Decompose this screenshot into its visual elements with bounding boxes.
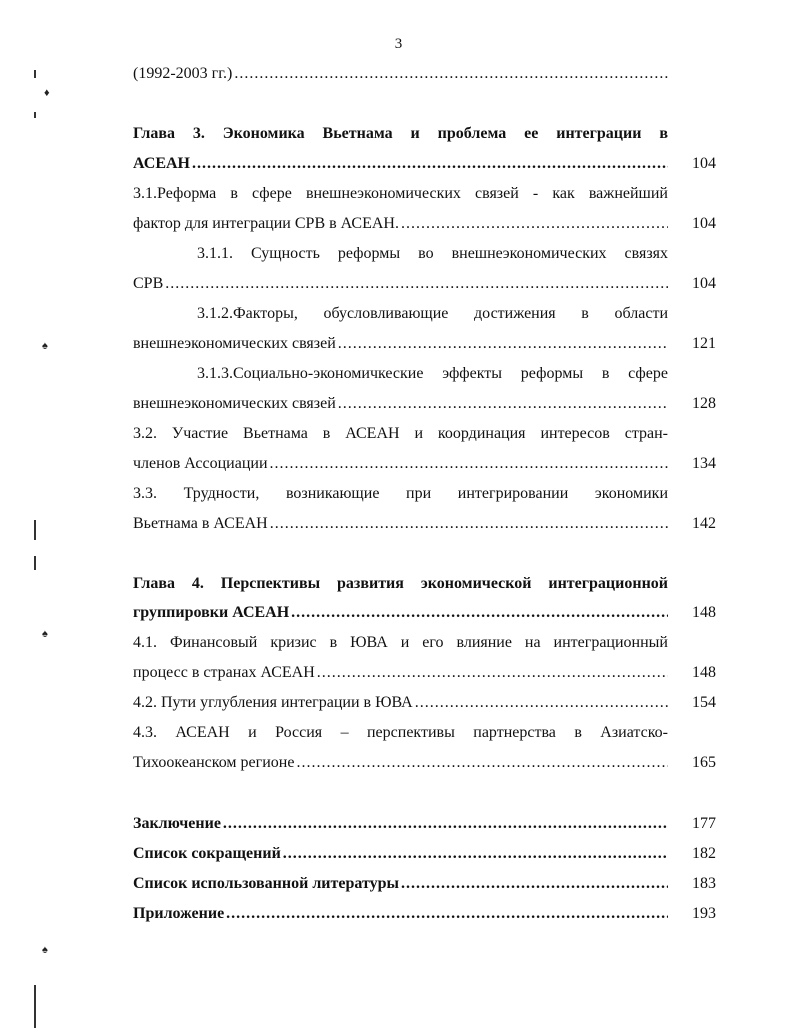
dot-leader (401, 872, 668, 896)
page-ref: 193 (692, 905, 716, 922)
toc-entry-text: группировки АСЕАН (133, 604, 290, 621)
dot-leader (415, 691, 668, 715)
toc-entry-continuation (133, 62, 668, 86)
page-ref: 142 (692, 515, 716, 532)
scan-speck: ♠ (42, 340, 48, 352)
page-ref: 148 (692, 664, 716, 681)
chapter-4-title: Глава 4. Перспективы развития экономической интеграционной (133, 575, 668, 592)
toc-entry-4-3-cont (133, 751, 668, 775)
toc-entry-abbreviations (133, 842, 668, 866)
page-ref: 104 (692, 155, 716, 172)
dot-leader (270, 452, 668, 476)
toc-entry-text: АСЕАН (133, 155, 190, 172)
toc-entry-3-1-2-cont (133, 332, 668, 356)
toc-entry-3-1-cont (133, 212, 668, 236)
toc-entry-4-3: 4.3. АСЕАН и Россия – перспективы партнерства в Азиатско- (133, 724, 668, 741)
toc-entry-3-2: 3.2. Участие Вьетнама в АСЕАН и координация интересов стран- (133, 425, 668, 442)
page-ref: 183 (692, 875, 716, 892)
toc-entry-3-1-3-cont (133, 392, 668, 416)
toc-entry-text: внешнеэкономических связей (133, 335, 336, 352)
dot-leader (234, 62, 668, 86)
dot-leader (401, 212, 668, 236)
scan-edge-mark (34, 985, 36, 1028)
toc-entry-text: Тихоокеанском регионе (133, 754, 295, 771)
scan-edge-mark (34, 70, 36, 78)
toc-entry-text: Вьетнама в АСЕАН (133, 515, 268, 532)
dot-leader (296, 751, 668, 775)
toc-entry-4-1-cont (133, 661, 668, 685)
toc-entry-4-2 (133, 691, 668, 715)
page-ref: 134 (692, 455, 716, 472)
page-ref: 148 (692, 604, 716, 621)
toc-entry-text: СРВ (133, 275, 164, 292)
toc-entry-3-1: 3.1.Реформа в сфере внешнеэкономических связей - как важнейший (133, 185, 668, 202)
toc-entry-appendix (133, 902, 668, 926)
toc-entry-literature (133, 872, 668, 896)
dot-leader (283, 842, 668, 866)
chapter-3-title-cont (133, 152, 668, 176)
toc-entry-3-1-3: 3.1.3.Социально-экономичкеские эффекты реформы в сфере (197, 365, 668, 382)
chapter-3-title: Глава 3. Экономика Вьетнама и проблема ее интеграции в (133, 125, 668, 142)
page-ref: 104 (692, 215, 716, 232)
dot-leader (317, 661, 668, 685)
toc-entry-text: процесс в странах АСЕАН (133, 664, 315, 681)
page-ref: 165 (692, 754, 716, 771)
dot-leader (270, 512, 668, 536)
page-ref: 104 (692, 275, 716, 292)
toc-entry-3-3-cont (133, 512, 668, 536)
scan-speck: ♠ (42, 628, 48, 640)
scan-edge-mark (34, 112, 36, 118)
toc-entry-3-3: 3.3. Трудности, возникающие при интегрировании экономики (133, 485, 668, 502)
toc-entry-text: Заключение (133, 815, 221, 832)
page-ref: 154 (692, 694, 716, 711)
page-ref: 182 (692, 845, 716, 862)
page-ref: 128 (692, 395, 716, 412)
toc-entry-text: 4.2. Пути углубления интеграции в ЮВА (133, 694, 413, 711)
dot-leader (192, 152, 668, 176)
dot-leader (291, 601, 668, 625)
dot-leader (338, 392, 668, 416)
toc-entry-text: Приложение (133, 905, 225, 922)
toc-entry-3-1-1-cont (133, 272, 668, 296)
page-number: 3 (394, 36, 403, 52)
chapter-4-title-cont (133, 601, 668, 625)
toc-entry-conclusion (133, 812, 668, 836)
scan-speck: ♠ (42, 944, 48, 956)
toc-entry-text: фактор для интеграции СРВ в АСЕАН. (133, 215, 399, 232)
toc-entry-text: Список сокращений (133, 845, 281, 862)
toc-entry-4-1: 4.1. Финансовый кризис в ЮВА и его влияние на интеграционный (133, 634, 668, 651)
toc-entry-3-2-cont (133, 452, 668, 476)
page-ref: 121 (692, 335, 716, 352)
dot-leader (226, 902, 668, 926)
scan-edge-mark (34, 520, 36, 540)
page-ref: 177 (692, 815, 716, 832)
dot-leader (165, 272, 668, 296)
scan-speck: ♦ (44, 87, 50, 99)
toc-entry-3-1-2: 3.1.2.Факторы, обусловливающие достижения в области (197, 305, 668, 322)
toc-entry-3-1-1: 3.1.1. Сущность реформы во внешнеэкономических связях (197, 245, 668, 262)
toc-entry-text: (1992-2003 гг.) (133, 65, 233, 82)
scan-edge-mark (34, 556, 36, 570)
dot-leader (223, 812, 668, 836)
toc-entry-text: членов Ассоциации (133, 455, 268, 472)
toc-entry-text: Список использованной литературы (133, 875, 399, 892)
toc-entry-text: внешнеэкономических связей (133, 395, 336, 412)
dot-leader (338, 332, 668, 356)
